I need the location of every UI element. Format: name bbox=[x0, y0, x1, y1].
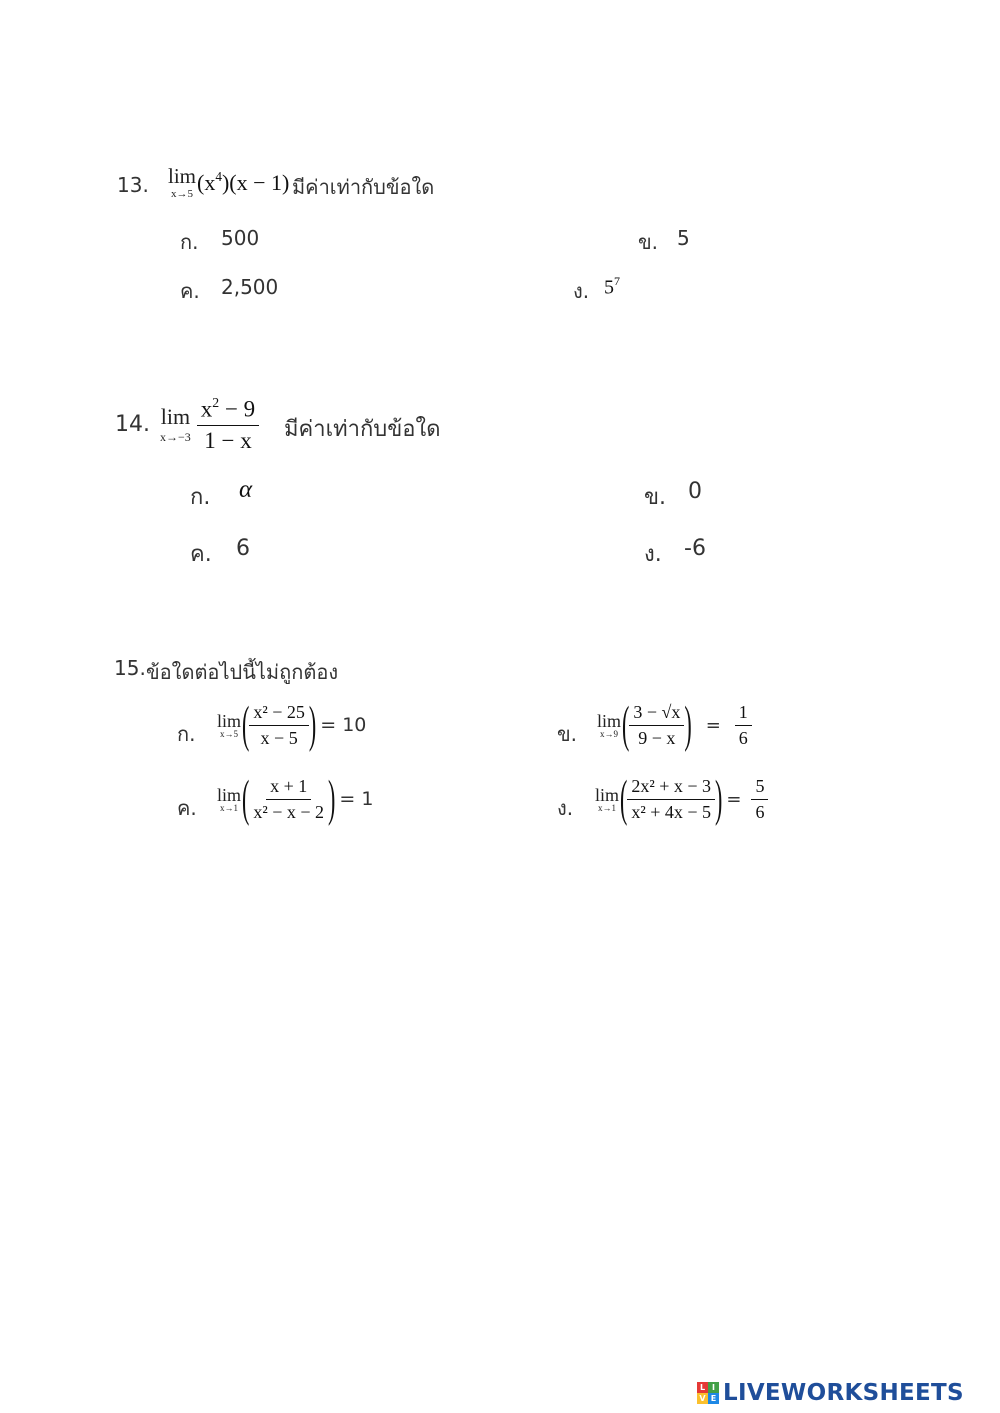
logo-text: LIVEWORKSHEETS bbox=[723, 1380, 964, 1406]
q15-option-b-expression[interactable]: lim x→9 ( $\frac{3 - √x}{9 - x}$ ) = $\frac{1}{6}$ bbox=[597, 703, 752, 748]
q13-factor-a: $(x^4)(x - 1)$ bbox=[197, 169, 290, 196]
q15-option-d-result: $\frac{5}{6}$ bbox=[751, 777, 768, 822]
q15-option-a-label: ก. bbox=[177, 722, 196, 746]
q13-option-d-label: ง. bbox=[573, 279, 590, 303]
q13-expression bbox=[168, 166, 289, 200]
q14-option-b-value[interactable]: 0 bbox=[688, 479, 702, 504]
q14-number: 14. bbox=[115, 412, 150, 437]
q13-option-a-label: ก. bbox=[180, 230, 199, 254]
q13-number: 13. bbox=[117, 173, 149, 197]
q15-option-d-expression[interactable]: lim x→1 ( $\frac{\text{2x² + x − 3}}{\text{x² + 4x − 5}}$ ) = $\frac{5}{6}$ bbox=[595, 777, 768, 822]
q14-option-b-label: ข. bbox=[644, 485, 667, 510]
q15-option-a-expression[interactable]: lim x→5 ( $\frac{\text{x² − 25}}{x - 5}$ ) = 10 bbox=[217, 695, 367, 753]
q14-option-d-label: ง. bbox=[644, 542, 662, 567]
q13-option-b-label: ข. bbox=[638, 230, 659, 254]
q15-option-c-label: ค. bbox=[177, 796, 197, 820]
q15-option-d-label: ง. bbox=[557, 796, 574, 820]
q14-option-d-value[interactable]: -6 bbox=[684, 536, 706, 561]
q14-option-c-value[interactable]: 6 bbox=[236, 536, 250, 561]
q15-option-c-fraction: $\frac{x + 1}{\text{x² − x − 2}}$ bbox=[253, 776, 325, 822]
q14-option-a-value[interactable]: α bbox=[239, 476, 253, 503]
logo-grid-icon: L I V E bbox=[697, 1382, 719, 1404]
q14-option-a-label: ก. bbox=[190, 485, 211, 510]
q15-question: ข้อใดต่อไปนี้ไม่ถูกต้อง bbox=[146, 660, 339, 684]
q15-number: 15. bbox=[114, 656, 146, 680]
q14-option-c-label: ค. bbox=[190, 542, 212, 567]
q15-option-c-expression[interactable]: lim x→1 ( $\frac{x + 1}{\text{x² − x − 2}}$ ) = 1 bbox=[217, 769, 374, 827]
q15-option-a-fraction: $\frac{\text{x² − 25}}{x - 5}$ bbox=[249, 703, 309, 748]
liveworksheets-logo bbox=[697, 1380, 964, 1406]
q13-option-c-label: ค. bbox=[180, 279, 200, 303]
q13-option-c-value[interactable]: 2,500 bbox=[221, 275, 279, 299]
q14-question: มีค่าเท่ากับข้อใด bbox=[284, 417, 441, 442]
q13-question: มีค่าเท่ากับข้อใด bbox=[292, 175, 435, 199]
q14-fraction: $\frac{x^2 - 9}{1 - x}$ bbox=[197, 396, 259, 453]
q15-option-b-label: ข. bbox=[557, 722, 578, 746]
q15-option-d-fraction: $\frac{\text{2x² + x − 3}}{\text{x² + 4x − 5}}$ bbox=[627, 777, 715, 822]
q13-limit: lim x→5 bbox=[168, 164, 197, 200]
q14-expression bbox=[160, 396, 259, 453]
q13-option-d-value[interactable]: $5^7$ bbox=[604, 274, 620, 299]
q15-option-b-fraction: $\frac{3 - √x}{9 - x}$ bbox=[629, 703, 684, 748]
q15-option-b-result: $\frac{1}{6}$ bbox=[735, 703, 752, 748]
q13-option-a-value[interactable]: 500 bbox=[221, 226, 260, 250]
q14-limit: lim x→−3 bbox=[160, 403, 191, 444]
q13-option-b-value[interactable]: 5 bbox=[677, 226, 690, 250]
